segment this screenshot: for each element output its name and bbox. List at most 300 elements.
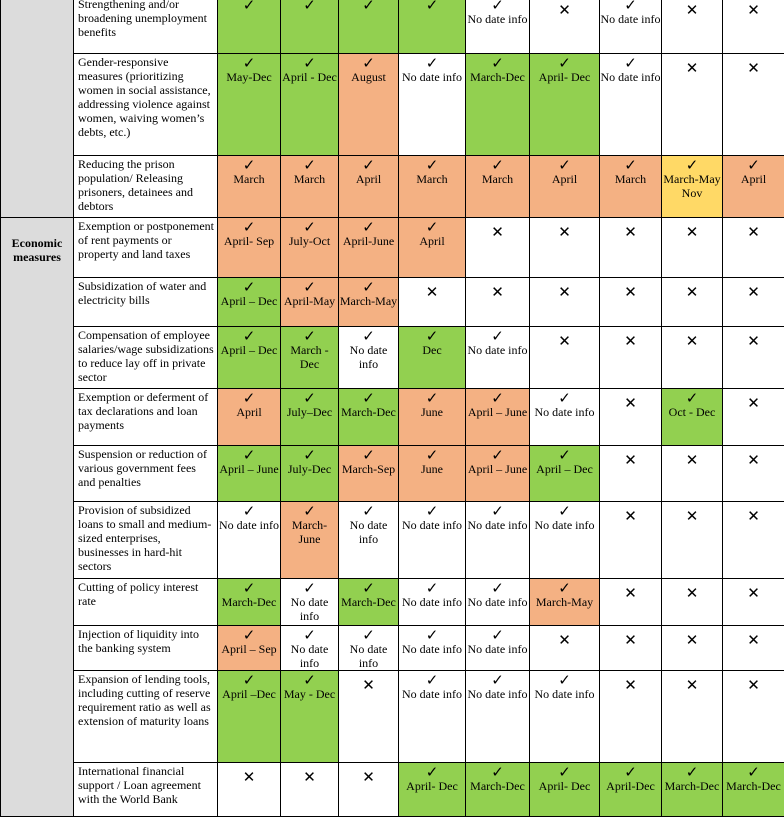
- check-icon: ✓: [218, 504, 280, 518]
- cross-icon: ✕: [723, 452, 784, 468]
- cross-icon: ✕: [662, 60, 722, 76]
- status-cell: [466, 0, 530, 54]
- status-cell: [530, 0, 600, 54]
- status-cell: [600, 579, 662, 626]
- check-icon: ✓: [466, 391, 529, 405]
- check-icon: ✓: [218, 391, 280, 405]
- status-cell: [600, 446, 662, 502]
- measure-label: Exemption or postponement of rent payments or property and land taxes: [74, 218, 218, 278]
- cross-icon: ✕: [723, 395, 784, 411]
- date-text: No date info: [600, 70, 661, 84]
- check-icon: ✓: [281, 280, 338, 294]
- status-cell: [339, 579, 399, 626]
- cross-icon: ✕: [723, 508, 784, 524]
- date-text: March-Dec: [466, 779, 529, 793]
- status-cell: [399, 218, 466, 278]
- date-text: April- Dec: [399, 779, 465, 793]
- check-icon: ✓: [339, 628, 398, 642]
- check-icon: ✓: [218, 581, 280, 595]
- date-text: July-Oct: [281, 234, 338, 248]
- check-icon: ✓: [281, 391, 338, 405]
- status-cell: [281, 156, 339, 218]
- date-text: April – June: [218, 462, 280, 476]
- status-cell: [281, 671, 339, 763]
- status-cell: [218, 218, 281, 278]
- check-icon: ✓: [218, 280, 280, 294]
- check-icon: ✓: [339, 504, 398, 518]
- date-text: August: [339, 70, 398, 84]
- status-cell: [662, 278, 723, 327]
- date-text: No date info: [399, 687, 465, 701]
- check-icon: ✓: [218, 448, 280, 462]
- status-cell: [399, 671, 466, 763]
- check-icon: ✓: [466, 628, 529, 642]
- status-cell: [339, 327, 399, 389]
- check-icon: ✓: [600, 765, 661, 779]
- status-cell: [530, 671, 600, 763]
- status-cell: [662, 327, 723, 389]
- status-cell: [530, 763, 600, 817]
- cross-icon: ✕: [662, 224, 722, 240]
- check-icon: ✓: [399, 158, 465, 172]
- date-text: April - Dec: [281, 70, 338, 84]
- status-cell: [530, 327, 600, 389]
- status-cell: [466, 54, 530, 156]
- status-cell: [662, 671, 723, 763]
- status-cell: [723, 671, 784, 763]
- status-cell: [723, 218, 784, 278]
- check-icon: ✓: [281, 673, 338, 687]
- cross-icon: ✕: [723, 224, 784, 240]
- status-cell: [723, 54, 784, 156]
- status-cell: [399, 626, 466, 671]
- status-cell: [723, 446, 784, 502]
- check-icon: ✓: [399, 220, 465, 234]
- date-text: April: [218, 405, 280, 419]
- cross-icon: ✕: [530, 2, 599, 18]
- table-body: [1, 0, 784, 817]
- status-cell: [723, 0, 784, 54]
- status-cell: [600, 327, 662, 389]
- table-row: [1, 579, 784, 626]
- check-icon: ✓: [399, 448, 465, 462]
- measure-label: Cutting of policy interest rate: [74, 579, 218, 626]
- check-icon: ✓: [530, 391, 599, 405]
- date-text: No date info: [281, 595, 338, 623]
- check-icon: ✓: [466, 504, 529, 518]
- date-text: No date info: [466, 642, 529, 656]
- status-cell: [662, 389, 723, 446]
- date-text: March-Dec: [662, 779, 722, 793]
- date-text: March - Dec: [281, 343, 338, 371]
- status-cell: [662, 218, 723, 278]
- status-cell: [466, 327, 530, 389]
- status-cell: [600, 0, 662, 54]
- status-cell: [466, 626, 530, 671]
- status-cell: [218, 671, 281, 763]
- date-text: No date info: [466, 595, 529, 609]
- date-text: April – Dec: [530, 462, 599, 476]
- status-cell: [466, 671, 530, 763]
- cross-icon: ✕: [662, 508, 722, 524]
- status-cell: [723, 156, 784, 218]
- check-icon: ✓: [466, 448, 529, 462]
- date-text: No date info: [466, 343, 529, 357]
- status-cell: [600, 218, 662, 278]
- status-cell: [662, 446, 723, 502]
- date-text: May - Dec: [281, 687, 338, 701]
- date-text: March-Dec: [466, 70, 529, 84]
- status-cell: [281, 54, 339, 156]
- date-text: April: [339, 172, 398, 186]
- status-cell: [723, 278, 784, 327]
- cross-icon: ✕: [662, 677, 722, 693]
- status-cell: [399, 579, 466, 626]
- date-text: March-Dec: [339, 595, 398, 609]
- date-text: No date info: [339, 642, 398, 670]
- status-cell: [399, 327, 466, 389]
- check-icon: ✓: [399, 391, 465, 405]
- cross-icon: ✕: [662, 585, 722, 601]
- check-icon: ✓: [466, 765, 529, 779]
- check-icon: ✓: [466, 329, 529, 343]
- table-row: [1, 0, 784, 54]
- check-icon: ✓: [530, 504, 599, 518]
- check-icon: ✓: [399, 673, 465, 687]
- status-cell: [662, 626, 723, 671]
- cross-icon: ✕: [662, 632, 722, 648]
- date-text: July-Dec: [281, 462, 338, 476]
- date-text: March: [600, 172, 661, 186]
- check-icon: ✓: [339, 56, 398, 70]
- check-icon: ✓: [399, 581, 465, 595]
- status-cell: [466, 218, 530, 278]
- check-icon: ✓: [399, 0, 465, 12]
- status-cell: [723, 389, 784, 446]
- check-icon: ✓: [399, 504, 465, 518]
- measure-label: Gender-responsive measures (prioritizing women in social assistance, addressing violence against women, waiving women’s debts, etc.): [74, 54, 218, 156]
- cross-icon: ✕: [723, 2, 784, 18]
- check-icon: ✓: [339, 329, 398, 343]
- date-text: March-Dec: [339, 405, 398, 419]
- status-cell: [218, 389, 281, 446]
- date-text: March: [218, 172, 280, 186]
- cross-icon: ✕: [600, 224, 661, 240]
- check-icon: ✓: [218, 0, 280, 12]
- status-cell: [530, 156, 600, 218]
- date-text: March-May: [339, 294, 398, 308]
- status-cell: [281, 218, 339, 278]
- cross-icon: ✕: [600, 632, 661, 648]
- status-cell: [399, 389, 466, 446]
- status-cell: [662, 579, 723, 626]
- measure-label: Suspension or reduction of various government fees and penalties: [74, 446, 218, 502]
- check-icon: ✓: [281, 329, 338, 343]
- status-cell: [723, 502, 784, 579]
- status-cell: [399, 156, 466, 218]
- date-text: No date info: [339, 343, 398, 371]
- check-icon: ✓: [339, 581, 398, 595]
- status-cell: [466, 579, 530, 626]
- date-text: No date info: [466, 518, 529, 532]
- measure-label: International financial support / Loan agreement with the World Bank: [74, 763, 218, 817]
- status-cell: [530, 278, 600, 327]
- date-text: No date info: [399, 642, 465, 656]
- cross-icon: ✕: [530, 224, 599, 240]
- status-cell: [662, 54, 723, 156]
- check-icon: ✓: [399, 628, 465, 642]
- date-text: March: [281, 172, 338, 186]
- status-cell: [600, 626, 662, 671]
- status-cell: [281, 327, 339, 389]
- status-cell: [466, 763, 530, 817]
- cross-icon: ✕: [218, 769, 280, 785]
- date-text: April-May: [281, 294, 338, 308]
- status-cell: [723, 763, 784, 817]
- category-cell: Economic measures: [1, 218, 74, 817]
- date-text: April – Dec: [218, 294, 280, 308]
- cross-icon: ✕: [600, 508, 661, 524]
- check-icon: ✓: [723, 765, 784, 779]
- status-cell: [339, 218, 399, 278]
- table-row: [1, 278, 784, 327]
- cross-icon: ✕: [530, 284, 599, 300]
- check-icon: ✓: [281, 504, 338, 518]
- cross-icon: ✕: [466, 284, 529, 300]
- status-cell: [218, 54, 281, 156]
- status-cell: [218, 579, 281, 626]
- status-cell: [339, 54, 399, 156]
- cross-icon: ✕: [466, 224, 529, 240]
- cross-icon: ✕: [723, 632, 784, 648]
- measure-label: Provision of subsidized loans to small and medium-sized enterprises, businesses in hard-hit sectors: [74, 502, 218, 579]
- date-text: No date info: [399, 595, 465, 609]
- status-cell: [218, 763, 281, 817]
- status-cell: [466, 278, 530, 327]
- status-cell: [399, 763, 466, 817]
- status-cell: [723, 579, 784, 626]
- table-row: [1, 502, 784, 579]
- category-cell: [1, 0, 74, 218]
- status-cell: [339, 389, 399, 446]
- cross-icon: ✕: [530, 632, 599, 648]
- date-text: Dec: [399, 343, 465, 357]
- date-text: April – June: [466, 462, 529, 476]
- status-cell: [281, 763, 339, 817]
- status-cell: [662, 0, 723, 54]
- status-cell: [600, 502, 662, 579]
- check-icon: ✓: [218, 220, 280, 234]
- cross-icon: ✕: [723, 585, 784, 601]
- check-icon: ✓: [466, 158, 529, 172]
- cross-icon: ✕: [399, 284, 465, 300]
- check-icon: ✓: [281, 628, 338, 642]
- check-icon: ✓: [281, 56, 338, 70]
- date-text: No date info: [530, 405, 599, 419]
- cross-icon: ✕: [723, 333, 784, 349]
- status-cell: [466, 502, 530, 579]
- date-text: April –Dec: [218, 687, 280, 701]
- date-text: March-June: [281, 518, 338, 546]
- date-text: No date info: [530, 687, 599, 701]
- date-text: No date info: [399, 518, 465, 532]
- status-cell: [218, 156, 281, 218]
- date-text: April: [723, 172, 784, 186]
- status-cell: [339, 671, 399, 763]
- check-icon: ✓: [281, 581, 338, 595]
- measure-label: Compensation of employee salaries/wage subsidizations to reduce lay off in private sector: [74, 327, 218, 389]
- check-icon: ✓: [281, 220, 338, 234]
- status-cell: [662, 156, 723, 218]
- check-icon: ✓: [466, 0, 529, 12]
- date-text: March: [466, 172, 529, 186]
- check-icon: ✓: [466, 673, 529, 687]
- cross-icon: ✕: [662, 452, 722, 468]
- status-cell: [600, 278, 662, 327]
- status-cell: [339, 446, 399, 502]
- status-cell: [466, 446, 530, 502]
- table-row: [1, 218, 784, 278]
- check-icon: ✓: [662, 158, 722, 172]
- check-icon: ✓: [530, 158, 599, 172]
- measure-label: Exemption or deferment of tax declarations and loan payments: [74, 389, 218, 446]
- cross-icon: ✕: [723, 284, 784, 300]
- status-cell: [218, 278, 281, 327]
- cross-icon: ✕: [600, 284, 661, 300]
- date-text: March-May: [530, 595, 599, 609]
- measure-label: Expansion of lending tools, including cutting of reserve requirement ratio as well as extension of maturity loans: [74, 671, 218, 763]
- status-cell: [339, 502, 399, 579]
- status-cell: [530, 446, 600, 502]
- status-cell: [339, 763, 399, 817]
- check-icon: ✓: [218, 158, 280, 172]
- date-text: March-Sep: [339, 462, 398, 476]
- table-row: [1, 327, 784, 389]
- date-text: April- Sep: [218, 234, 280, 248]
- check-icon: ✓: [339, 158, 398, 172]
- date-text: April-June: [339, 234, 398, 248]
- check-icon: ✓: [662, 765, 722, 779]
- date-text: No date info: [466, 687, 529, 701]
- status-cell: [466, 156, 530, 218]
- status-cell: [399, 446, 466, 502]
- status-cell: [281, 502, 339, 579]
- date-text: No date info: [339, 518, 398, 546]
- date-text: No date info: [218, 518, 280, 532]
- status-cell: [218, 626, 281, 671]
- check-icon: ✓: [399, 56, 465, 70]
- status-cell: [662, 502, 723, 579]
- date-text: April: [530, 172, 599, 186]
- check-icon: ✓: [530, 765, 599, 779]
- status-cell: [530, 218, 600, 278]
- check-icon: ✓: [339, 448, 398, 462]
- check-icon: ✓: [600, 158, 661, 172]
- date-text: April – Dec: [218, 343, 280, 357]
- table-row: [1, 389, 784, 446]
- check-icon: ✓: [339, 280, 398, 294]
- table-row: [1, 446, 784, 502]
- status-cell: [218, 446, 281, 502]
- status-cell: [281, 278, 339, 327]
- date-text: April- Dec: [530, 779, 599, 793]
- status-cell: [600, 156, 662, 218]
- date-text: June: [399, 405, 465, 419]
- date-text: April: [399, 234, 465, 248]
- status-cell: [281, 446, 339, 502]
- date-text: April – Sep: [218, 642, 280, 656]
- check-icon: ✓: [339, 220, 398, 234]
- check-icon: ✓: [281, 448, 338, 462]
- cross-icon: ✕: [530, 333, 599, 349]
- date-text: No date info: [530, 518, 599, 532]
- date-text: March: [399, 172, 465, 186]
- date-text: No date info: [399, 70, 465, 84]
- date-text: March-May Nov: [662, 172, 722, 200]
- cross-icon: ✕: [723, 677, 784, 693]
- table-row: [1, 763, 784, 817]
- cross-icon: ✕: [662, 284, 722, 300]
- status-cell: [530, 389, 600, 446]
- check-icon: ✓: [530, 581, 599, 595]
- status-cell: [218, 327, 281, 389]
- status-cell: [281, 626, 339, 671]
- date-text: July–Dec: [281, 405, 338, 419]
- check-icon: ✓: [218, 329, 280, 343]
- date-text: No date info: [466, 12, 529, 26]
- table-row: [1, 54, 784, 156]
- status-cell: [600, 54, 662, 156]
- check-icon: ✓: [281, 0, 338, 12]
- date-text: April-Dec: [600, 779, 661, 793]
- table-row: [1, 156, 784, 218]
- check-icon: ✓: [662, 391, 722, 405]
- status-cell: [530, 579, 600, 626]
- date-text: No date info: [281, 642, 338, 670]
- date-text: April – June: [466, 405, 529, 419]
- status-cell: [281, 579, 339, 626]
- measure-label: Injection of liquidity into the banking system: [74, 626, 218, 671]
- check-icon: ✓: [218, 628, 280, 642]
- status-cell: [466, 389, 530, 446]
- check-icon: ✓: [600, 0, 661, 12]
- cross-icon: ✕: [662, 2, 722, 18]
- status-cell: [399, 54, 466, 156]
- status-cell: [339, 626, 399, 671]
- measure-label: Reducing the prison population/ Releasing prisoners, detainees and debtors: [74, 156, 218, 218]
- date-text: June: [399, 462, 465, 476]
- status-cell: [723, 327, 784, 389]
- cross-icon: ✕: [339, 769, 398, 785]
- status-cell: [281, 0, 339, 54]
- date-text: May-Dec: [218, 70, 280, 84]
- check-icon: ✓: [339, 0, 398, 12]
- status-cell: [600, 389, 662, 446]
- cross-icon: ✕: [662, 333, 722, 349]
- check-icon: ✓: [399, 329, 465, 343]
- cross-icon: ✕: [600, 333, 661, 349]
- check-icon: ✓: [281, 158, 338, 172]
- date-text: March-Dec: [218, 595, 280, 609]
- status-cell: [399, 502, 466, 579]
- cross-icon: ✕: [600, 585, 661, 601]
- check-icon: ✓: [218, 673, 280, 687]
- status-cell: [600, 763, 662, 817]
- status-cell: [339, 156, 399, 218]
- status-cell: [339, 278, 399, 327]
- check-icon: ✓: [339, 391, 398, 405]
- status-cell: [339, 0, 399, 54]
